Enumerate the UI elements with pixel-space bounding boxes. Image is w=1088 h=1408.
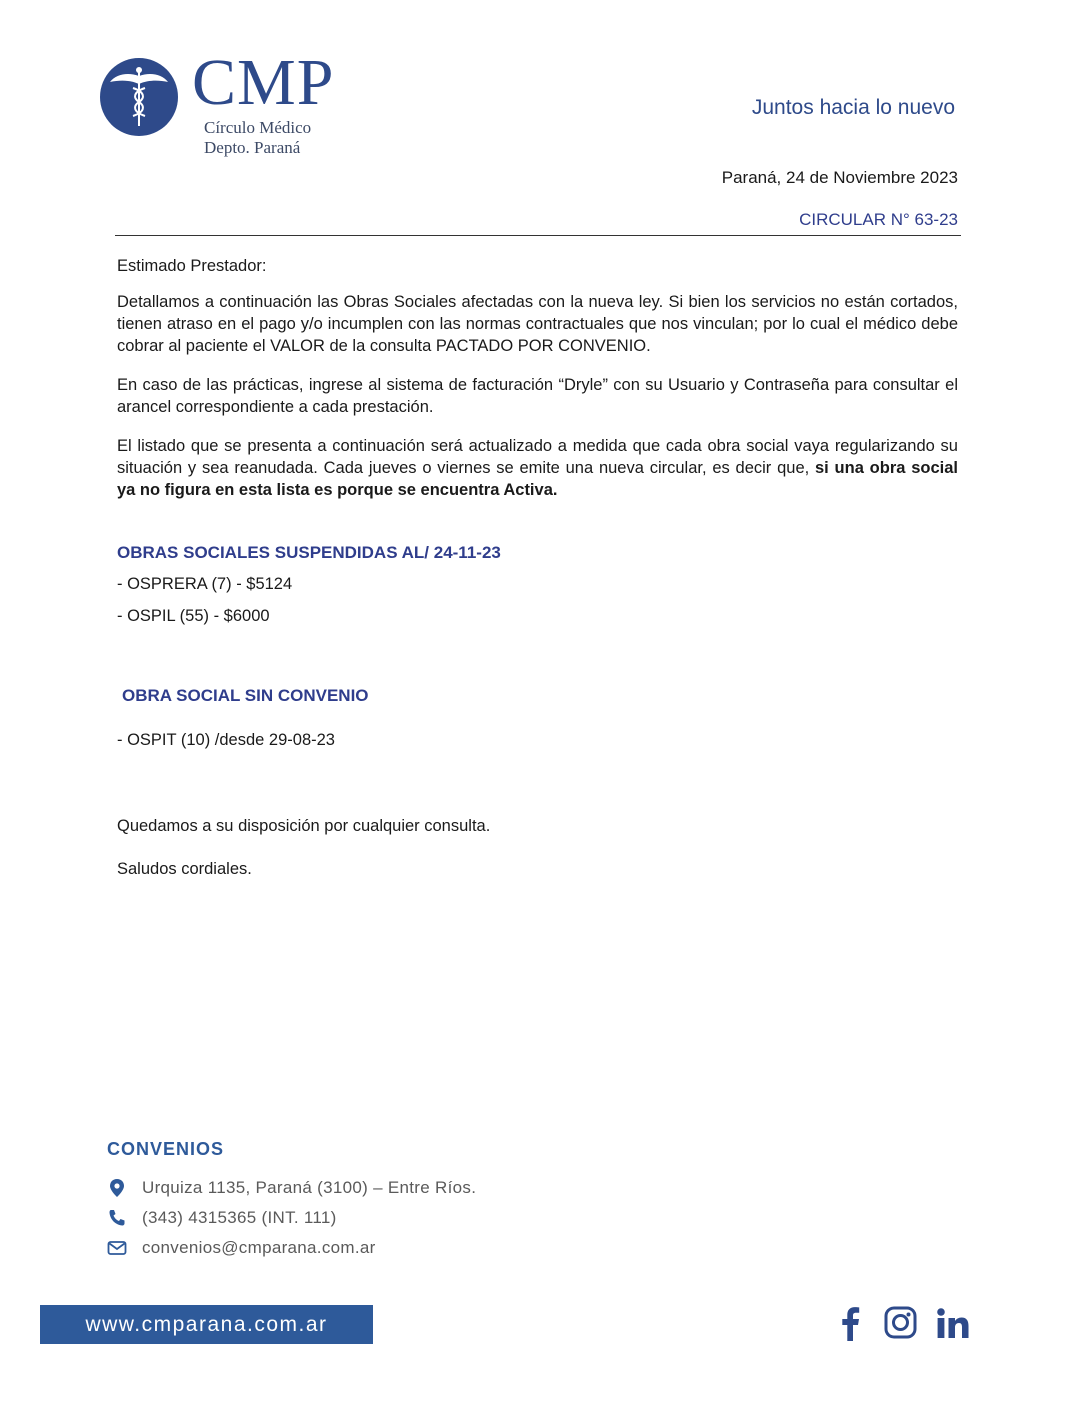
facebook-icon[interactable] [838,1305,862,1341]
mail-icon [107,1238,127,1258]
website-link[interactable]: www.cmparana.com.ar [85,1312,328,1336]
slogan: Juntos hacia lo nuevo [751,96,955,119]
greeting: Estimado Prestador: [117,257,267,275]
suspended-item: - OSPIL (55) - $6000 [117,607,270,625]
header-divider [115,235,961,236]
closing-line: Quedamos a su disposición por cualquier consulta. [117,817,491,835]
paragraph-1-text: Detallamos a continuación las Obras Sociales afectadas con la nueva ley. Si bien los servicios no están cortados, tienen atraso en el pago y/o incumplen con las normas contractuales que nos vinculan; por lo cual el médico debe cobrar al paciente el VALOR de la consulta PACTADO POR CONVENIO. [117,293,958,355]
paragraph-3-text: El listado que se presenta a continuación será actualizado a medida que cada obra social vaya regularizando su situación y sea reanudada. Cada jueves o viernes se emite una nueva circular, es decir que, [117,437,958,477]
suspended-section-title: OBRAS SOCIALES SUSPENDIDAS AL/ 24-11-23 [117,543,501,562]
paragraph-3 [117,435,958,501]
letter-date: Paraná, 24 de Noviembre 2023 [721,168,958,187]
email-row [107,1236,376,1260]
email-link[interactable]: convenios@cmparana.com.ar [142,1238,376,1257]
phone-text: (343) 4315365 (INT. 111) [142,1208,337,1227]
no-agreement-item: - OSPIT (10) /desde 29-08-23 [117,731,335,749]
suspended-item: - OSPRERA (7) - $5124 [117,575,293,593]
instagram-icon[interactable] [884,1305,918,1341]
paragraph-3-bold-text: si una obra social ya no figura en esta lista es porque se encuentra Activa. [117,459,958,499]
paragraph-2-text: En caso de las prácticas, ingrese al sistema de facturación “Dryle” con su Usuario y Contraseña para consultar el arancel correspondiente a cada prestación. [117,376,958,416]
location-icon [107,1178,127,1198]
logo-wordmark: CMP [192,46,335,119]
caduceus-logo-icon [100,58,178,136]
linkedin-icon[interactable] [936,1305,970,1341]
circular-number: CIRCULAR N° 63-23 [799,210,958,229]
paragraph-2 [117,374,958,418]
logo-subtitle-line-2: Depto. Paraná [204,138,301,157]
sign-off: Saludos cordiales. [117,860,252,878]
logo-subtitle-line-1: Círculo Médico [204,118,312,137]
no-agreement-section-title: OBRA SOCIAL SIN CONVENIO [122,686,369,705]
address-text: Urquiza 1135, Paraná (3100) – Entre Ríos. [142,1178,477,1197]
paragraph-1 [117,291,958,357]
footer-title: CONVENIOS [107,1139,225,1159]
phone-row [107,1206,337,1230]
website-banner[interactable] [40,1305,373,1344]
phone-icon [107,1208,127,1228]
address-row [107,1176,476,1200]
